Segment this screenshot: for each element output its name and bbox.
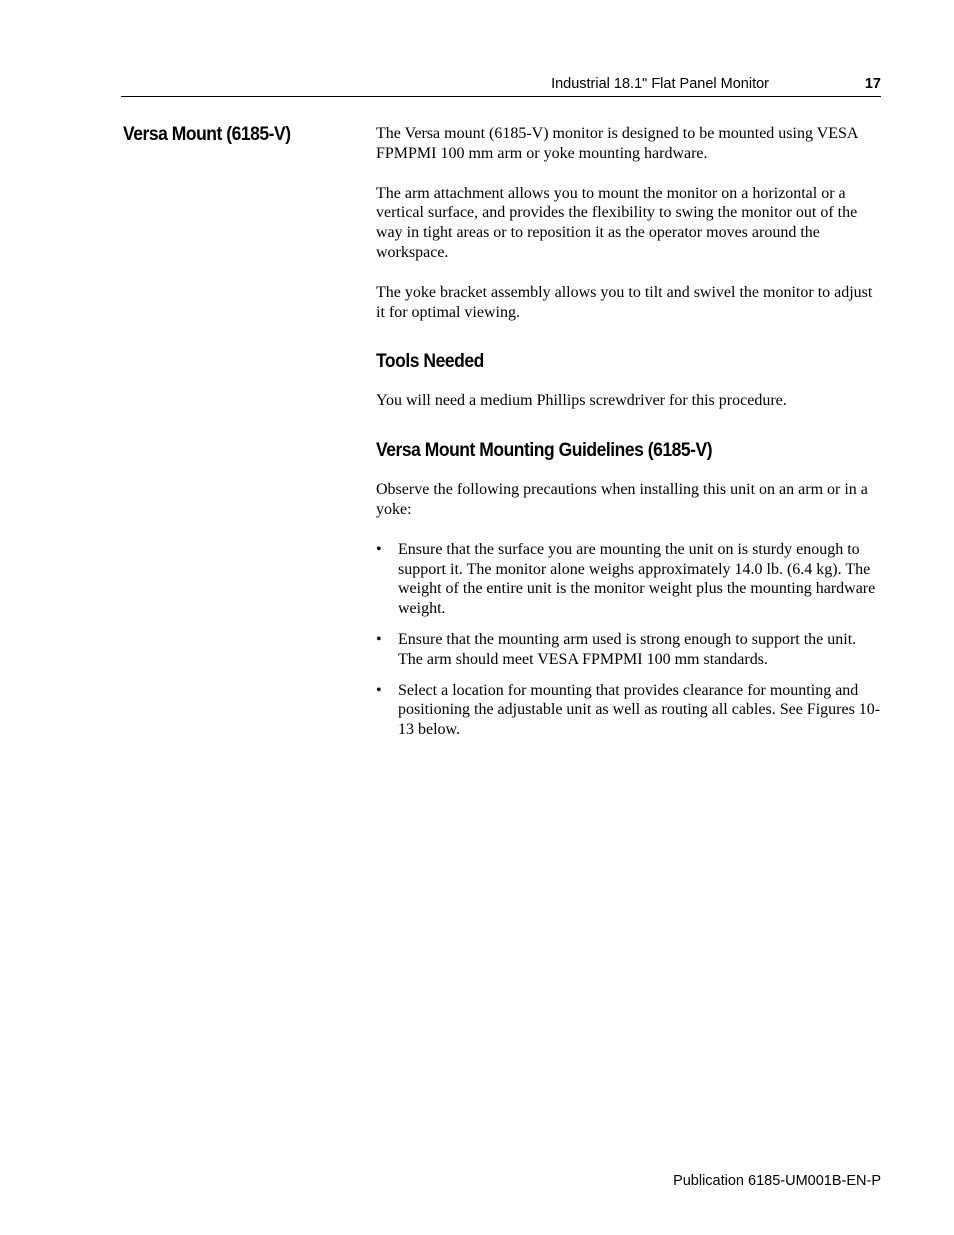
- header-divider: [121, 96, 881, 97]
- intro-paragraph-2: The arm attachment allows you to mount the monitor on a horizontal or a vertical surface, and provides the flexibility to swing the monitor out of the way in tight areas or to reposition it as the operator moves around the workspace.: [376, 184, 858, 261]
- tools-needed-heading: Tools Needed: [376, 351, 484, 373]
- publication-footer: Publication 6185-UM001B-EN-P: [673, 1173, 881, 1189]
- intro-paragraph-1: The Versa mount (6185-V) monitor is designed to be mounted using VESA FPMPMI 100 mm arm or yoke mounting hardware.: [376, 125, 858, 162]
- header-title: Industrial 18.1" Flat Panel Monitor: [551, 76, 769, 92]
- guidelines-heading: Versa Mount Mounting Guidelines (6185-V): [376, 440, 713, 462]
- list-item-text: Ensure that the surface you are mounting the unit on is sturdy enough to support it. The monitor alone weighs approximately 14.0 lb. (6.4 kg). The weight of the entire unit is the monitor weight plus the mounting hardware weight.: [398, 540, 876, 618]
- list-item-text: Ensure that the mounting arm used is strong enough to support the unit. The arm should meet VESA FPMPMI 100 mm standards.: [398, 630, 857, 668]
- tools-needed-text: You will need a medium Phillips screwdriver for this procedure.: [376, 392, 787, 410]
- intro-paragraph-3: The yoke bracket assembly allows you to tilt and swivel the monitor to adjust it for optimal viewing.: [376, 283, 873, 321]
- guidelines-list: [376, 540, 884, 740]
- page-header: [121, 75, 881, 95]
- list-item: [376, 540, 884, 619]
- bullet-icon: •: [376, 630, 382, 648]
- list-item-text: Select a location for mounting that provides clearance for mounting and positioning the adjustable unit as well as routing all cables. See Figures 10-13 below.: [398, 681, 881, 739]
- main-content: [376, 124, 884, 751]
- bullet-icon: •: [376, 540, 382, 558]
- section-side-heading: Versa Mount (6185-V): [123, 124, 291, 145]
- guidelines-intro: Observe the following precautions when installing this unit on an arm or in a yoke:: [376, 481, 868, 518]
- list-item: [376, 681, 884, 740]
- page-number: 17: [864, 76, 881, 92]
- bullet-icon: •: [376, 681, 382, 699]
- list-item: [376, 630, 884, 670]
